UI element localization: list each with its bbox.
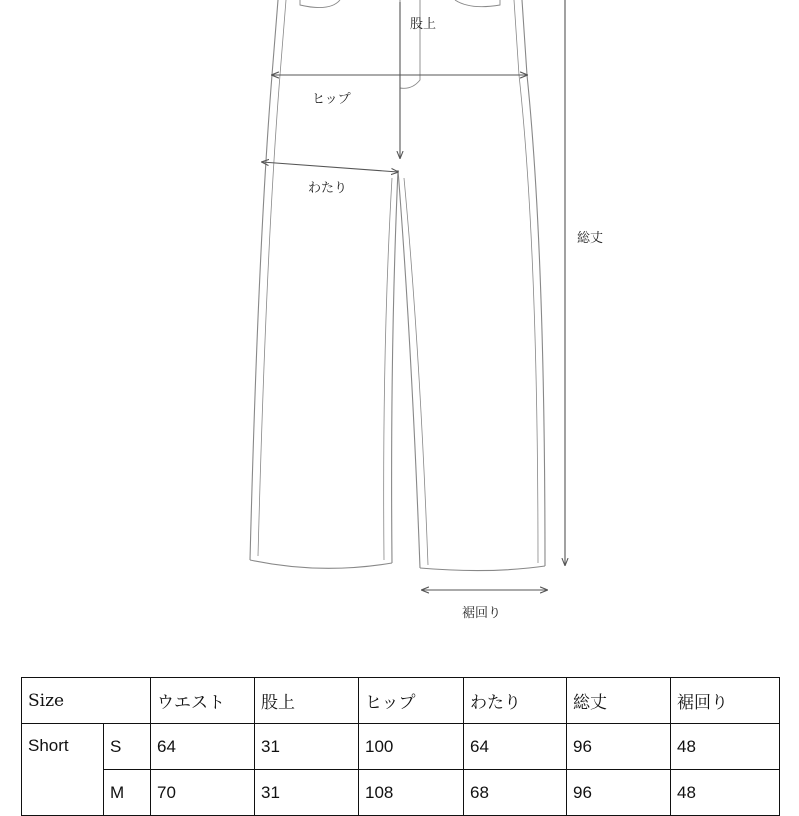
- rise-label: 股上: [410, 17, 437, 32]
- size-cell: S: [104, 724, 151, 770]
- hem-label: 裾回り: [462, 606, 502, 621]
- thigh-label: わたり: [308, 181, 348, 196]
- header-rise: 股上: [255, 678, 359, 724]
- size-cell: M: [104, 770, 151, 816]
- value-cell: 64: [151, 724, 255, 770]
- pants-outline: [250, 0, 545, 571]
- header-hip: ヒップ: [359, 678, 464, 724]
- header-hem: 裾回り: [671, 678, 780, 724]
- header-thigh: わたり: [464, 678, 567, 724]
- value-cell: 48: [671, 724, 780, 770]
- pants-inseam-left: [392, 170, 398, 563]
- thigh-arrow: [262, 162, 398, 172]
- value-cell: 96: [567, 770, 671, 816]
- value-cell: 96: [567, 724, 671, 770]
- size-table: [21, 677, 780, 816]
- table-header-row: [22, 678, 780, 724]
- header-waist: ウエスト: [151, 678, 255, 724]
- value-cell: 48: [671, 770, 780, 816]
- header-size: Size: [22, 678, 151, 724]
- header-total-length: 総丈: [567, 678, 671, 724]
- pants-hem-right: [420, 566, 545, 571]
- total-length-label: 総丈: [577, 231, 604, 246]
- group-label: Short: [22, 724, 104, 816]
- value-cell: 108: [359, 770, 464, 816]
- pants-hem-left: [250, 560, 392, 568]
- hip-label: ヒップ: [312, 92, 351, 107]
- table-row: [22, 724, 780, 770]
- table-row: [22, 770, 780, 816]
- pants-inseam-right: [398, 170, 420, 568]
- value-cell: 31: [255, 724, 359, 770]
- value-cell: 68: [464, 770, 567, 816]
- value-cell: 100: [359, 724, 464, 770]
- value-cell: 31: [255, 770, 359, 816]
- value-cell: 64: [464, 724, 567, 770]
- pants-outer-left: [250, 0, 278, 560]
- value-cell: 70: [151, 770, 255, 816]
